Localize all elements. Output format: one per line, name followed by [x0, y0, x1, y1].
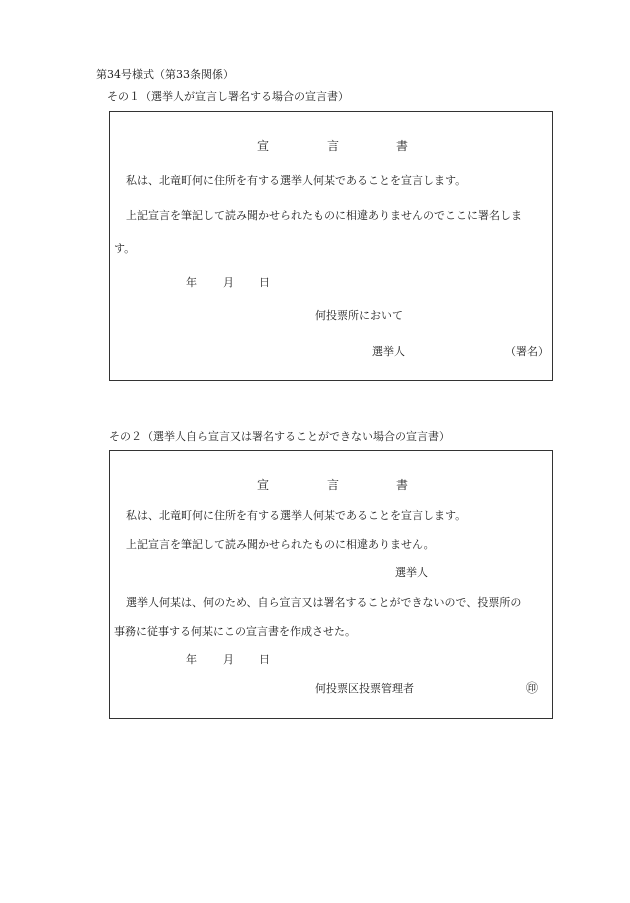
- confirmation-line: 上記宣言を筆記して読み聞かせられたものに相違ありません。: [126, 538, 435, 551]
- proxy-statement-cont: 事務に従事する何某にこの宣言書を作成させた。: [114, 625, 356, 638]
- declaration-box-1: [109, 111, 553, 381]
- section2-heading: その２（選挙人自ら宣言又は署名することができない場合の宣言書）: [109, 430, 450, 443]
- title-char-1: 宣: [257, 478, 270, 492]
- signature-label: （署名）: [505, 345, 549, 358]
- title-char-3: 書: [396, 139, 409, 153]
- declaration-line: 私は、北竜町何に住所を有する選挙人何某であることを宣言します。: [126, 509, 467, 522]
- title-char-2: 言: [327, 478, 340, 492]
- declaration-line: 私は、北竜町何に住所を有する選挙人何某であることを宣言します。: [126, 174, 467, 187]
- date-month: 月: [223, 276, 234, 289]
- title-char-1: 宣: [257, 139, 270, 153]
- date-month: 月: [223, 653, 234, 666]
- form-number: 第34号様式（第33条関係）: [96, 68, 234, 81]
- confirmation-line-cont: す。: [114, 242, 136, 255]
- date-year: 年: [186, 276, 197, 289]
- date-year: 年: [186, 653, 197, 666]
- polling-manager-label: 何投票区投票管理者: [315, 682, 414, 695]
- elector-label: 選挙人: [372, 345, 405, 358]
- polling-place: 何投票所において: [315, 309, 403, 322]
- section1-heading: その１（選挙人が宣言し署名する場合の宣言書）: [107, 90, 349, 103]
- title-char-3: 書: [396, 478, 409, 492]
- seal-icon: ㊞: [526, 681, 539, 695]
- date-day: 日: [259, 653, 270, 666]
- title-char-2: 言: [327, 139, 340, 153]
- elector-label: 選挙人: [395, 566, 428, 579]
- date-day: 日: [259, 276, 270, 289]
- confirmation-line: 上記宣言を筆記して読み聞かせられたものに相違ありませんのでここに署名しま: [126, 209, 522, 222]
- proxy-statement: 選挙人何某は、何のため、自ら宣言又は署名することができないので、投票所の: [126, 596, 522, 609]
- declaration-box-2: [109, 450, 553, 719]
